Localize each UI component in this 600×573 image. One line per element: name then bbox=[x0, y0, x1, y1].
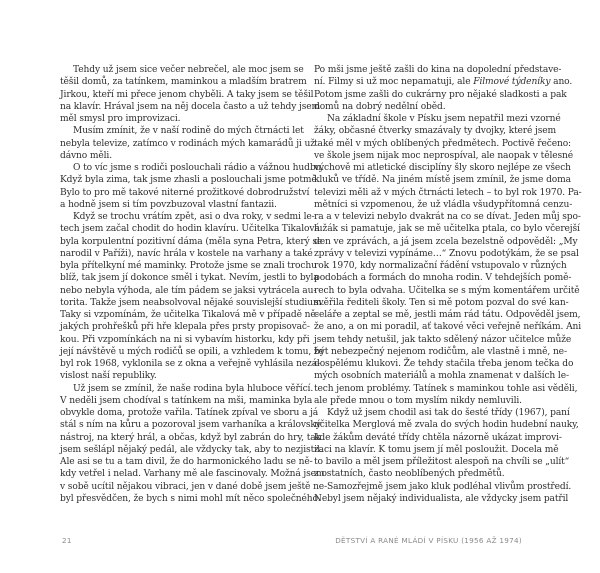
text-line: byl přesvědčen, že bych s nimi mohl mít něco společného. bbox=[60, 493, 321, 504]
text-line: svěřila řediteli školy. Ten si mě potom pozval do své kan- bbox=[314, 297, 569, 308]
text-line: mětníci si vzpomenou, že už vládla všudypřítomná cenzu- bbox=[314, 199, 573, 210]
text-line: rech to byla odvaha. Učitelka se s mým komentářem určitě bbox=[314, 285, 580, 296]
text-line: být nebezpečný nejenom rodičům, ale vlastně i mně, ne- bbox=[314, 346, 567, 357]
text-line: Potom jsme zašli do cukrárny pro nějaké sladkosti a pak bbox=[314, 89, 567, 100]
text-line: byla korpulentní pozitivní dáma (měla syna Petra, který se bbox=[60, 236, 323, 247]
text-line: kdy vetřel i nelad. Varhany mě ale fascinovaly. Možná jsem bbox=[60, 469, 325, 480]
text-line: Bylo to pro mě takové niterné prožitkové dobrodružství bbox=[60, 187, 310, 198]
text-line: Po mši jsme ještě zašli do kina na dopolední představe- bbox=[314, 65, 562, 75]
text-line: Taky si vzpomínám, že učitelka Tikalová mě v případě ně- bbox=[60, 310, 319, 320]
text-line: rok 1970, kdy normalizační řádění vstupovalo v různých bbox=[314, 261, 567, 271]
text-line: vislost naší republiky. bbox=[60, 371, 157, 382]
text-line: zaci na klavír. K tomu jsem jí měl posloužit. Docela mě bbox=[314, 444, 559, 455]
text-line: Jirkou, kteří mi přece jenom chyběli. A taky jsem se těšil bbox=[60, 89, 314, 100]
text-line: ra a v televizi nebylo dvakrát na co se dívat. Jeden můj spo- bbox=[314, 212, 581, 222]
text-line: a hodně jsem si tím povzbuzoval vlastní fantazii. bbox=[60, 199, 277, 210]
text-line: televizi měli až v mých čtrnácti letech – to byl rok 1970. Pa- bbox=[314, 187, 582, 198]
text-run: ano. bbox=[550, 77, 573, 88]
text-line: dávno měli. bbox=[60, 150, 112, 161]
text-line: nebyla televize, zatímco v rodinách mých kamarádů ji už bbox=[60, 138, 315, 149]
text-line: narodil v Paříži), navíc hrála v kostele na varhany a také bbox=[60, 248, 313, 259]
text-line: jsem tehdy netušil, jak takto sdělený názor učitelce může bbox=[314, 334, 572, 345]
italic-title: Filmové týdeníky bbox=[473, 77, 551, 88]
text-line: Když byla zima, tak jsme zhasli a poslouchali jsme potmě. bbox=[60, 175, 320, 186]
text-line: tech jsem začal chodit do hodin klavíru. Učitelka Tikalová bbox=[60, 224, 320, 235]
text-line: Ale asi se tu a tam divil, že do harmonického ladu se ně- bbox=[60, 457, 313, 467]
text-line: obvykle doma, protože vařila. Tatínek zpíval ve sboru a já bbox=[60, 408, 319, 418]
text-line: podobách a formách do mnoha rodin. V tehdejších pomě- bbox=[314, 273, 572, 284]
text-line: žáky, občasné čtverky smazávaly ty dvojky, které jsem bbox=[314, 126, 557, 137]
text-line: dospělému klukovi. Že tehdy stačila třeba jenom tečka do bbox=[314, 359, 574, 369]
text-line: torita. Takže jsem neabsolvoval nějaké souvislejší studium. bbox=[60, 297, 325, 308]
text-line: domů na dobrý nedělní oběd. bbox=[314, 101, 446, 112]
text-line: kluků ve třídě. Na jiném místě jsem zmínil, že jsme doma bbox=[314, 175, 571, 186]
running-head: DĚTSTVÍ A RANÉ MLÁDÍ V PÍSKU (1956 AŽ 1974) bbox=[335, 536, 522, 545]
text-line: V neděli jsem chodíval s tatínkem na mši, maminka byla bbox=[60, 395, 313, 406]
text-line: jsem sešlápl nějaký pedál, ale vždycky tak, aby to nezjistil. bbox=[60, 444, 323, 455]
text-line: lužák si pamatuje, jak se mě učitelka ptala, co bylo včerejší bbox=[314, 224, 580, 235]
text-line: výchově mi atletické disciplíny šly skoro nejlépe ze všech bbox=[314, 163, 571, 173]
text-line: nástroj, na který hrál, a občas, když byl zabrán do hry, tak bbox=[60, 432, 321, 443]
text-line: těšil domů, za tatínkem, maminkou a mladším bratrem bbox=[60, 77, 307, 88]
text-line: učitelka Merglová mě zvala do svých hodin hudební nauky, bbox=[314, 420, 579, 431]
left-text-column bbox=[60, 64, 328, 505]
text-line: její návštěvě u mých rodičů se opili, a vzhledem k tomu, že bbox=[60, 346, 324, 357]
text-line: Nebyl jsem nějaký individualista, ale vždycky jsem patřil bbox=[314, 493, 569, 504]
text-line: Už jsem se zmínil, že naše rodina byla hluboce věřící. bbox=[73, 383, 314, 394]
text-line: také měl v mých oblíbených předmětech. Poctivě řečeno: bbox=[314, 138, 571, 149]
text-line: celáře a zeptal se mě, jestli mám rád tátu. Odpověděl jsem, bbox=[314, 310, 581, 320]
text-line: blíž, tak jsem jí dokonce směl i tykat. Nevím, jestli to byla bbox=[60, 273, 319, 284]
text-line: ale přede mnou o tom myslím nikdy nemluvili. bbox=[314, 395, 522, 406]
text-line: Když se trochu vrátím zpět, asi o dva roky, v sedmi le- bbox=[73, 212, 315, 222]
text-line: byla přítelkyní mé maminky. Protože jsme se znali trochu bbox=[60, 261, 317, 271]
text-line: stál s ním na kůru a pozoroval jsem varhaníka a královský bbox=[60, 420, 321, 431]
text-line: ve škole jsem nijak moc neprospíval, ale naopak v tělesné bbox=[314, 150, 574, 161]
text-line bbox=[314, 76, 573, 88]
text-line: že ano, a on mi poradil, ať takové věci veřejně neříkám. Ani bbox=[314, 322, 582, 333]
text-line: O to víc jsme s rodiči poslouchali rádio a vážnou hudbu. bbox=[73, 163, 325, 173]
text-line: Na základní škole v Písku jsem nepatřil mezi vzorné bbox=[327, 114, 561, 124]
text-line: na klavír. Hrával jsem na něj docela často a už tehdy jsem bbox=[60, 101, 321, 112]
text-run: ní. Filmy si už moc nepamatuji, ale bbox=[314, 77, 474, 88]
text-line: kou. Při vzpomínkách na ni si vybavím historku, kdy při bbox=[60, 334, 310, 345]
text-line: z ostatních, často neoblíbených předmětů. bbox=[314, 469, 505, 480]
text-line: Když už jsem chodil asi tak do šesté třídy (1967), paní bbox=[327, 408, 570, 418]
text-line: Musím zmínit, že v naší rodině do mých čtrnácti let bbox=[73, 126, 304, 137]
text-line: to bavilo a měl jsem příležitost alespoň na chvíli se „ulít“ bbox=[314, 457, 570, 467]
text-line: Samozřejmě jsem jako kluk podléhal vlivům prostředí. bbox=[327, 481, 572, 492]
page-number: 21 bbox=[62, 536, 72, 545]
right-text-column bbox=[314, 64, 582, 505]
text-line: mých osobních materiálů a mohla znamenat v dalších le- bbox=[314, 371, 569, 382]
text-line: Tehdy už jsem sice večer nebrečel, ale moc jsem se bbox=[73, 65, 304, 75]
text-line: kde žákům deváté třídy chtěla názorně ukázat improvi- bbox=[314, 432, 562, 443]
text-line: byl rok 1968, vyklonila se z okna a veřejně vyhlásila nezá- bbox=[60, 359, 321, 369]
text-line: den ve zprávách, a já jsem zcela bezelstně odpověděl: „My bbox=[314, 236, 578, 247]
text-line: jakých prohřešků při hře klepala přes prsty propisovač- bbox=[60, 322, 310, 333]
text-line: v sobě ucítil nějakou vibraci, jen v dané době jsem ještě ne- bbox=[60, 481, 328, 492]
text-line: měl smysl pro improvizaci. bbox=[60, 114, 181, 124]
text-line: nebo nebyla výhoda, ale tím pádem se jaksi vytrácela au- bbox=[60, 285, 317, 296]
text-line: tech jenom problémy. Tatínek s maminkou tohle asi věděli, bbox=[314, 383, 578, 394]
text-line: zprávy v televizi vypínáme…“ Znovu podotýkám, že se psal bbox=[314, 248, 579, 259]
